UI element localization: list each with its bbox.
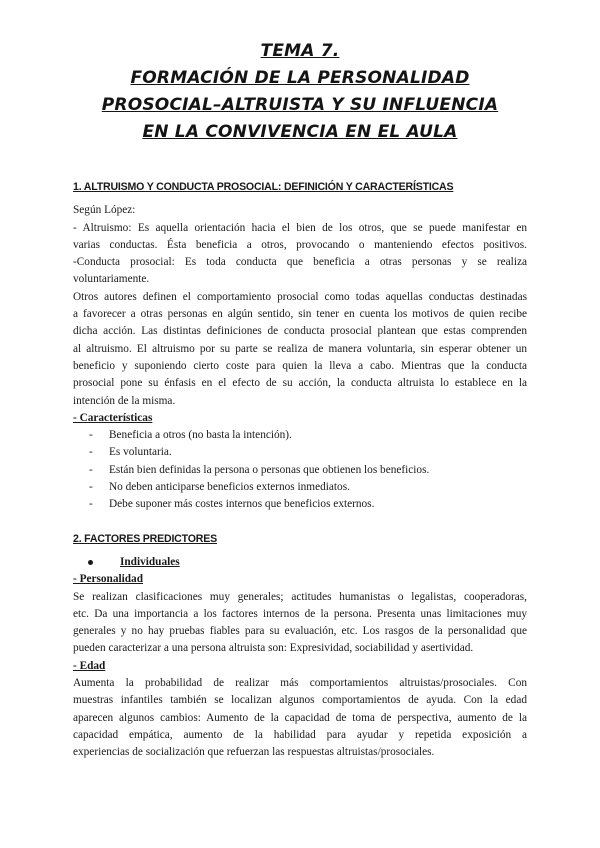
document-body — [73, 179, 527, 762]
section-1-heading: 1. ALTRUISMO Y CONDUCTA PROSOCIAL: DEFINICIÓN Y CARACTERÍSTICAS — [73, 181, 454, 193]
list-item: - Debe suponer más costes internos que beneficios externos. — [89, 498, 375, 511]
personalidad-heading: - Personalidad — [73, 573, 143, 586]
text-line: - Altruismo: Es aquella orientación hacia el bien de los otros, que se puede manifestar en — [73, 221, 527, 234]
title-line: FORMACIÓN DE LA PERSONALIDAD — [130, 68, 470, 88]
section-2-heading: 2. FACTORES PREDICTORES — [73, 532, 217, 545]
bullet-item-individuales — [73, 554, 527, 571]
characteristics-list — [73, 427, 527, 513]
text-line: capacidad empática, aumento de la habilidad para ayudar y repetida exposición a — [73, 728, 527, 741]
list-item: - No deben anticiparse beneficios externos inmediatos. — [89, 481, 350, 494]
text-line: Se realizan clasificaciones muy generales; actitudes humanistas o legalistas, cooperadoras, — [73, 590, 527, 603]
text-line: varias conductas. Ésta beneficia a otros, provocando o manteniendo efectos positivos. — [73, 238, 527, 251]
text-line: experiencias de socialización que refuerzan las respuestas altruistas/prosociales. — [73, 746, 435, 759]
text-line: al altruismo. El altruismo por su parte se realiza de manera voluntaria, sin esperar obtener un — [73, 342, 527, 355]
edad-heading: - Edad — [73, 659, 106, 672]
text-line: pueden caracterizar a una persona altruista son: Expresividad, sociabilidad y asertividad. — [73, 642, 474, 655]
bullet-label: Individuales — [120, 555, 180, 568]
list-item: - Beneficia a otros (no basta la intención). — [89, 429, 292, 442]
bullet-icon — [88, 560, 93, 565]
text-line: etc. Da una importancia a los factores internos de la persona. Presenta unas limitaciones muy — [73, 607, 527, 620]
document-title — [60, 38, 540, 146]
title-line: EN LA CONVIVENCIA EN EL AULA — [142, 122, 458, 142]
text-line: Otros autores definen el comportamiento prosocial como todas aquellas conductas destinadas — [73, 290, 527, 303]
title-line: TEMA 7. — [260, 41, 340, 61]
text-line: intención de la misma. — [73, 394, 176, 407]
text-line: voluntariamente. — [73, 273, 150, 286]
text-line: -Conducta prosocial: Es toda conducta que beneficia a otras personas y se realiza — [73, 256, 527, 269]
text-line: a favorecer a otras personas en algún sentido, sin tener en cuenta los motivos de quien recibe — [73, 308, 527, 321]
text-line: prosocial pone su énfasis en el efecto de su acción, la conducta altruista lo establece en la — [73, 377, 527, 390]
text-line: Aumenta la probabilidad de realizar más comportamientos altruistas/prosociales. Con — [73, 677, 527, 690]
characteristics-heading: - Características — [73, 411, 153, 424]
list-item: - Están bien definidas la persona o personas que obtienen los beneficios. — [89, 463, 430, 476]
definitions-block — [73, 220, 527, 289]
title-line: PROSOCIAL–ALTRUISTA Y SU INFLUENCIA — [101, 95, 499, 115]
definitions-paragraph — [73, 289, 527, 410]
intro-text: Según López: — [73, 204, 136, 217]
list-item: - Es voluntaria. — [89, 446, 172, 459]
personalidad-paragraph — [73, 589, 527, 658]
text-line: beneficio y suponiendo cierto coste para quien la lleva a cabo. Mientras que la conducta — [73, 359, 527, 372]
text-line: generales y no hay pruebas fiables para su evaluación, etc. Los rasgos de la personalidad que — [73, 625, 527, 638]
text-line: dicha acción. Las distintas definiciones de conducta prosocial plantean que estas comprenden — [73, 325, 527, 338]
text-line: aparecen algunos cambios: Aumento de la capacidad de toma de perspectiva, aumento de la — [73, 711, 527, 724]
edad-paragraph — [73, 675, 527, 761]
text-line: muestras infantiles también se localizan algunos comportamientos de ayuda. Con la edad — [73, 694, 527, 707]
